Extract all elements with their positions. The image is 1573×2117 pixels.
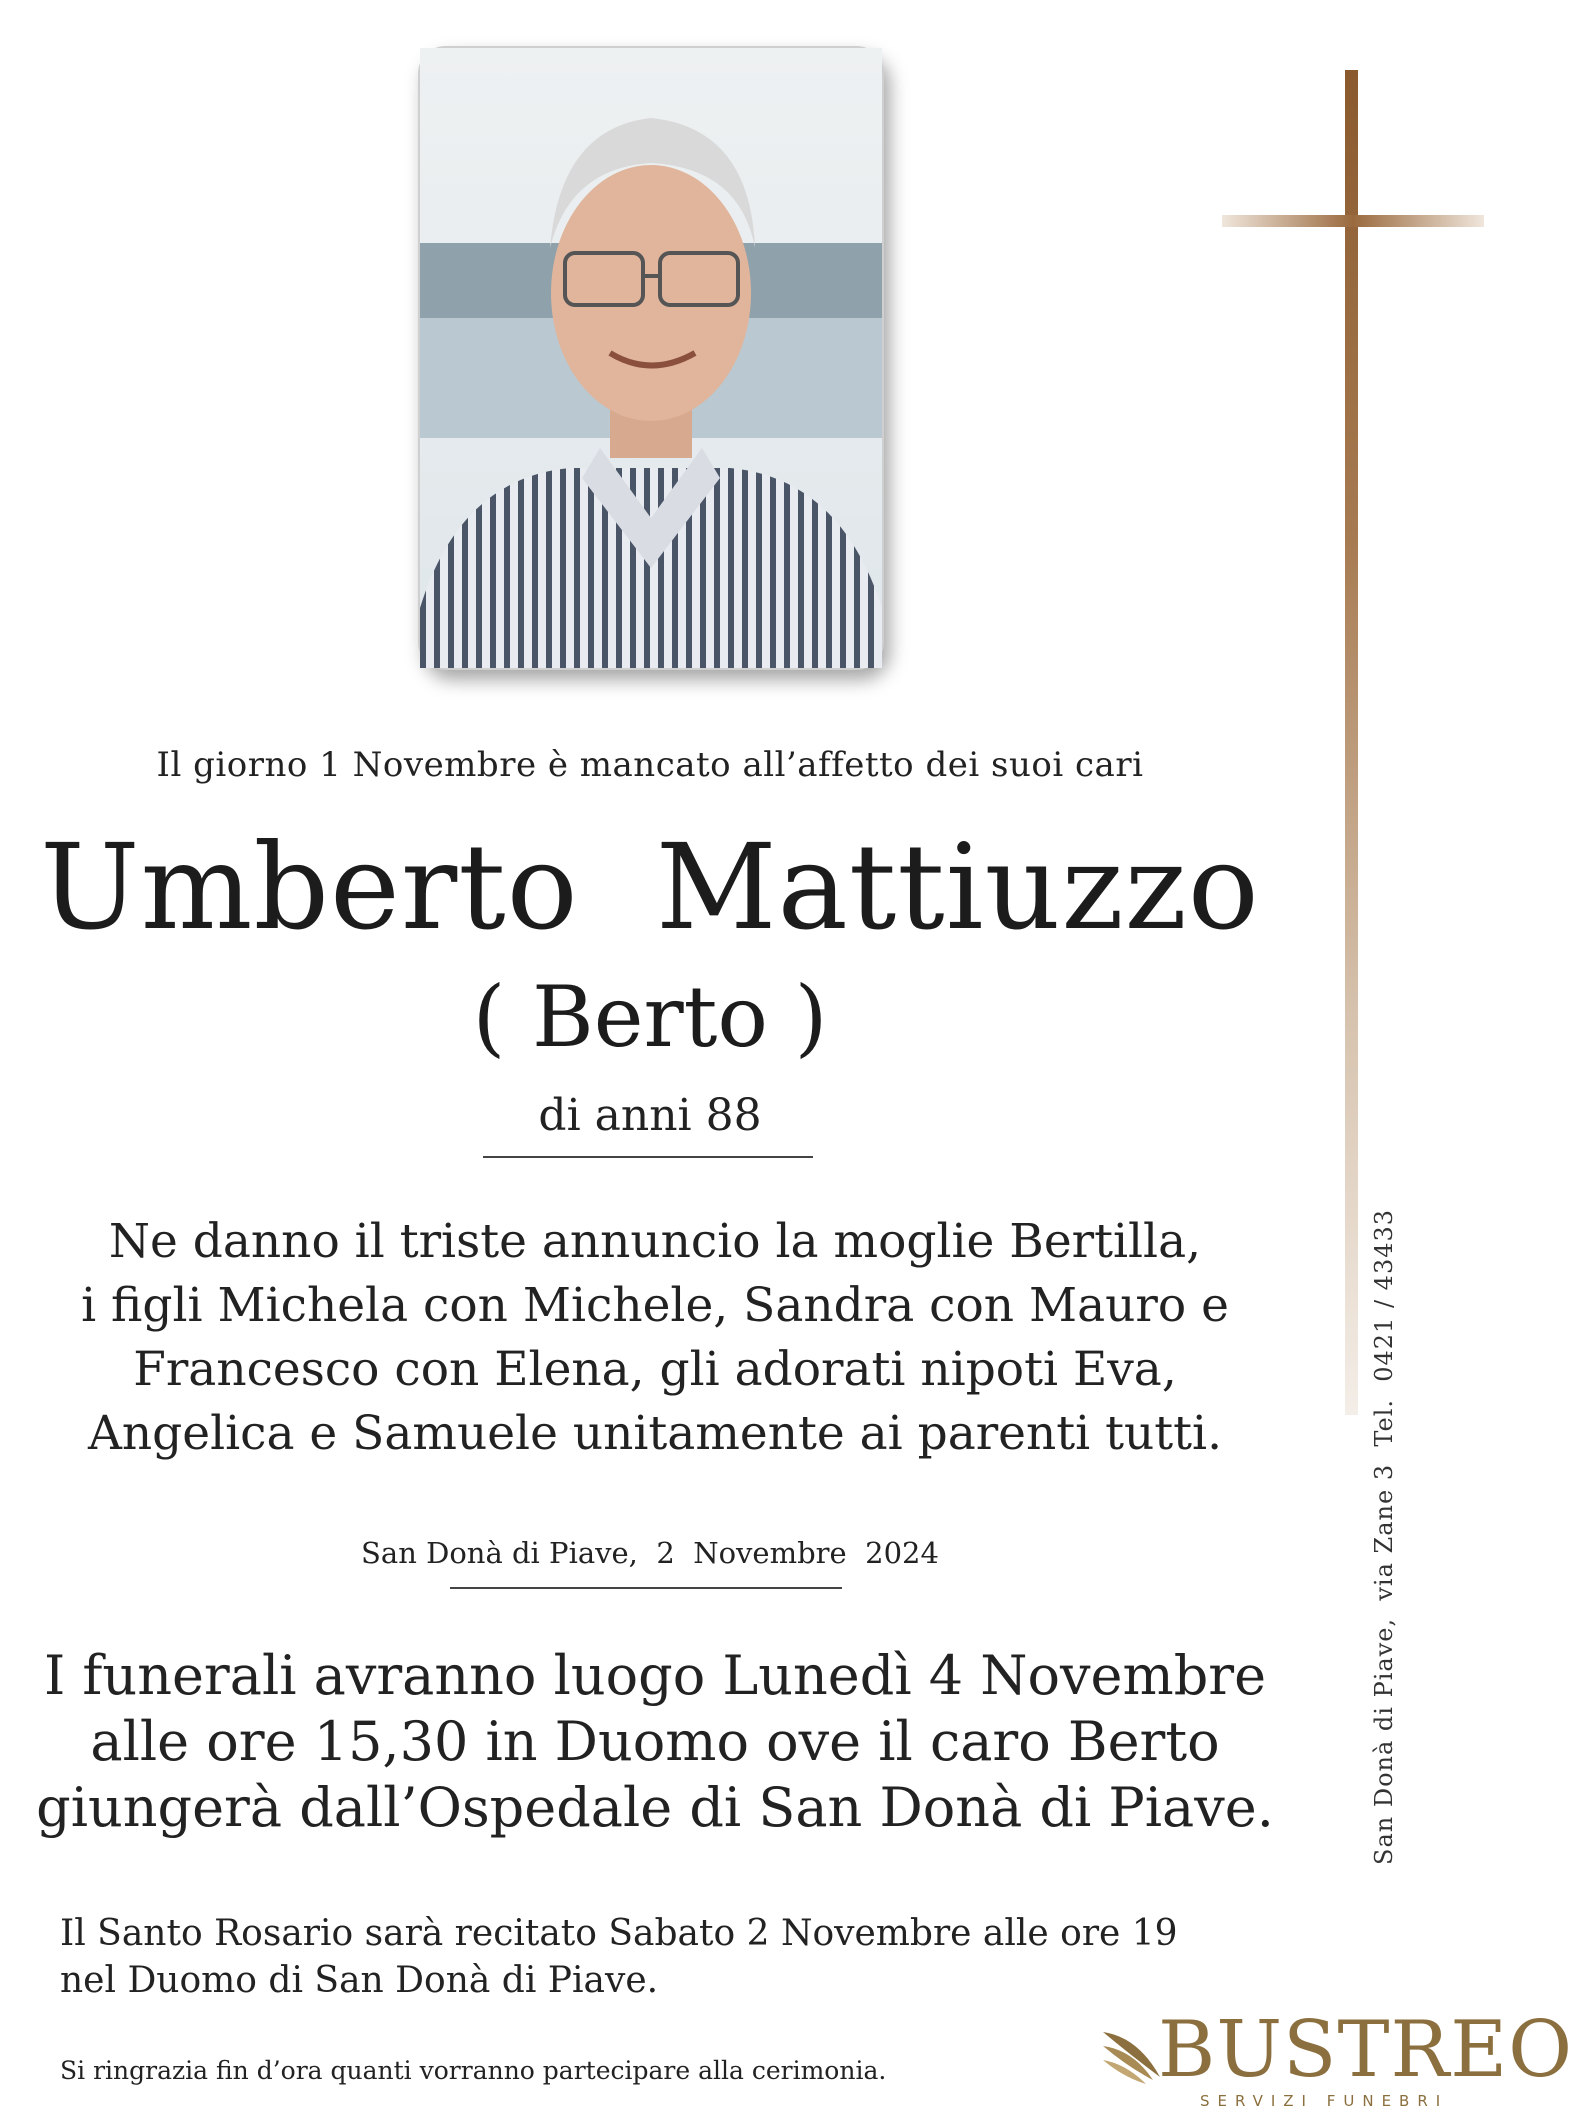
- place-date: San Donà di Piave, 2 Novembre 2024: [361, 1536, 939, 1570]
- rosary-line: nel Duomo di San Donà di Piave.: [60, 1960, 659, 2001]
- announcement-line: Angelica e Samuele unitamente ai parenti tutti.: [87, 1406, 1223, 1461]
- rosary-line: Il Santo Rosario sarà recitato Sabato 2 Novembre alle ore 19: [60, 1913, 1178, 1954]
- cross-bar: [1222, 215, 1484, 227]
- bustreo-logo: [1098, 2005, 1573, 2110]
- intro-text: Il giorno 1 Novembre è mancato all’affetto dei suoi cari: [156, 745, 1144, 785]
- funeral-line: I funerali avranno luogo Lunedì 4 Novembre: [43, 1644, 1267, 1707]
- divider: [450, 1587, 842, 1589]
- thanks-text: Si ringrazia fin d’ora quanti vorranno partecipare alla cerimonia.: [60, 2056, 887, 2085]
- rosary-info: [60, 1910, 1260, 2004]
- portrait-photo: [418, 46, 884, 670]
- announcement: [30, 1210, 1280, 1466]
- funeral-line: alle ore 15,30 in Duomo ove il caro Berto: [90, 1710, 1220, 1773]
- funeral-line: giungerà dall’Ospedale di San Donà di Piave.: [36, 1776, 1274, 1839]
- age: di anni 88: [538, 1090, 762, 1141]
- logo-tagline: SERVIZI FUNEBRI: [1200, 2092, 1449, 2110]
- announcement-line: Francesco con Elena, gli adorati nipoti Eva,: [133, 1342, 1177, 1397]
- deceased-name: Umberto Mattiuzzo: [40, 818, 1260, 956]
- cross-icon: [1345, 70, 1358, 1415]
- logo-name: BUSTREO: [1158, 2005, 1573, 2095]
- announcement-line: Ne danno il triste annuncio la moglie Bertilla,: [108, 1214, 1202, 1269]
- announcement-line: i figli Michela con Michele, Sandra con Mauro e: [81, 1278, 1229, 1333]
- funeral-info: [30, 1643, 1280, 1841]
- divider: [483, 1156, 813, 1158]
- contact-info: San Donà di Piave, via Zane 3 Tel. 0421 / 43433: [1370, 1208, 1398, 1865]
- nickname: ( Berto ): [472, 968, 828, 1066]
